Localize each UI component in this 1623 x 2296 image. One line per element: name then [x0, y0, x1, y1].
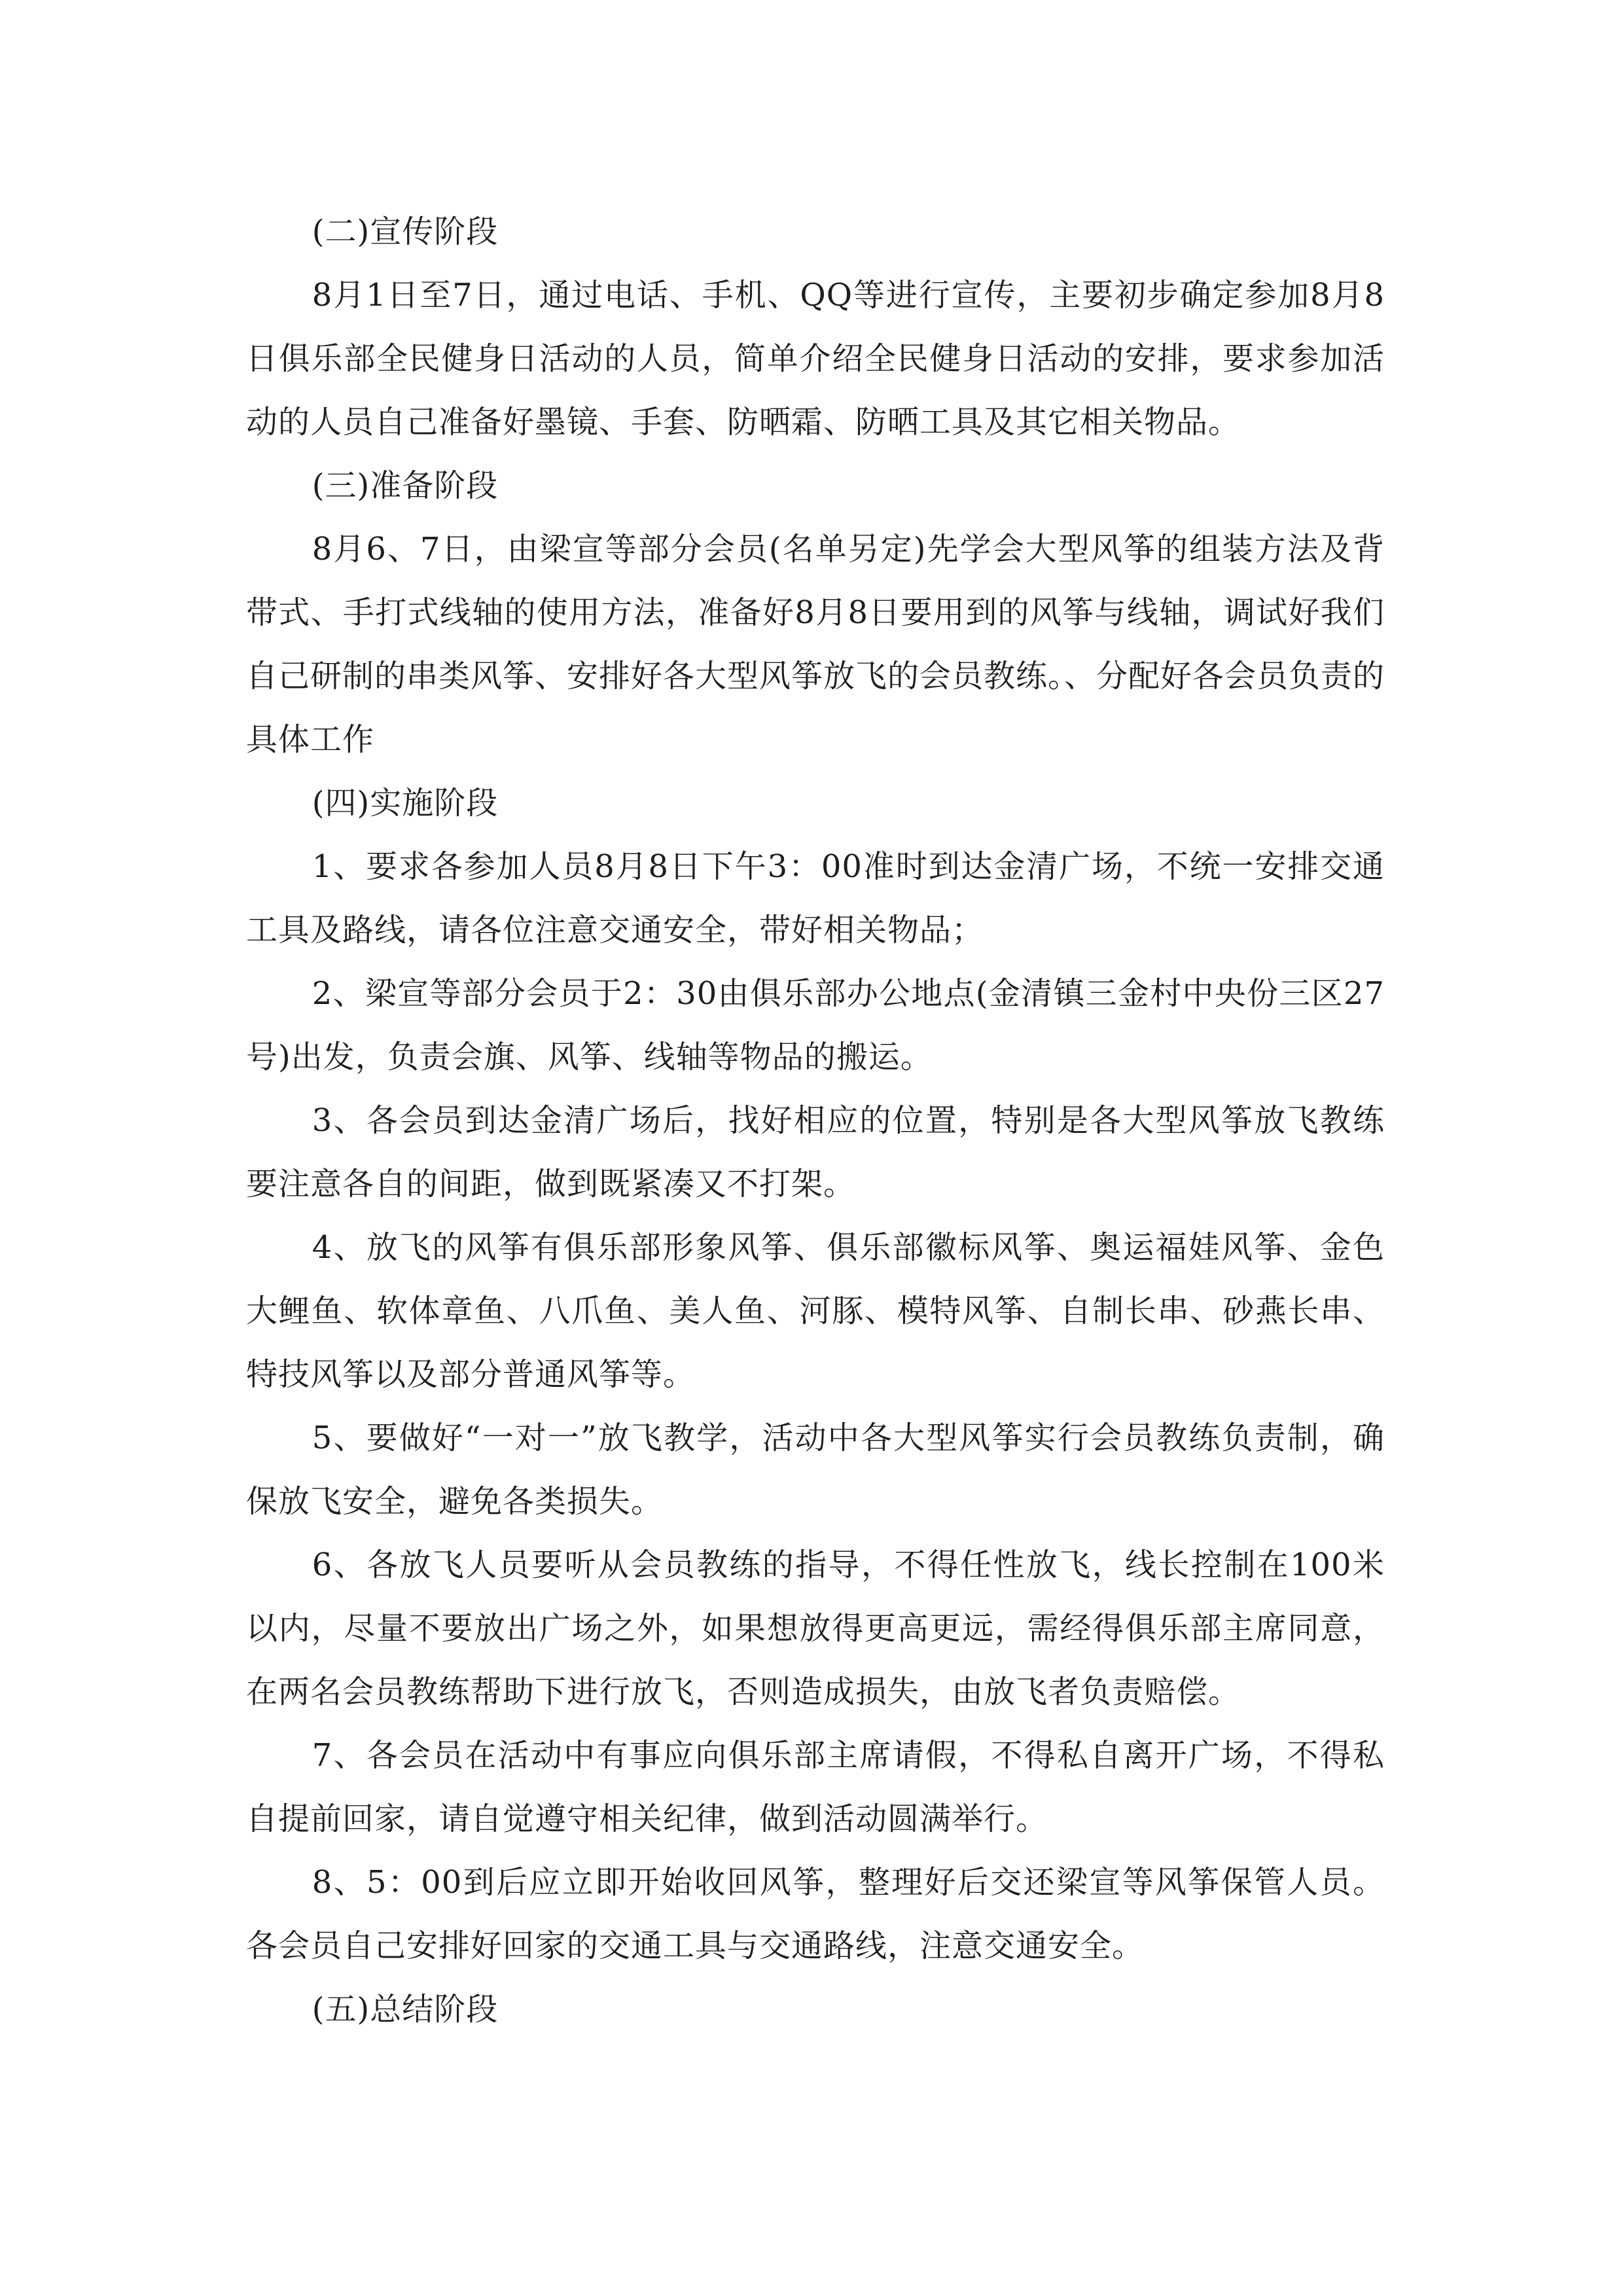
section-heading-publicity: (二)宣传阶段	[312, 213, 499, 250]
paragraph-publicity: 8月1日至7日，通过电话、手机、QQ等进行宣传，主要初步确定参加8月8日俱乐部全民健身日活动的人员，简单介绍全民健身日活动的安排，要求参加活动的人员自己准备好墨镜、手套、防晒霜、防晒工具及其它相关物品。	[246, 277, 1385, 440]
document-body	[246, 200, 1385, 2041]
list-item-2: 2、梁宣等部分会员于2：30由俱乐部办公地点(金清镇三金村中央份三区27号)出发，负责会旗、风筝、线轴等物品的搬运。	[246, 975, 1385, 1075]
list-item-7: 7、各会员在活动中有事应向俱乐部主席请假，不得私自离开广场，不得私自提前回家，请自觉遵守相关纪律，做到活动圆满举行。	[246, 1737, 1385, 1837]
list-item-1: 1、要求各参加人员8月8日下午3：00准时到达金清广场，不统一安排交通工具及路线，请各位注意交通安全，带好相关物品；	[246, 848, 1385, 948]
list-item-6: 6、各放飞人员要听从会员教练的指导，不得任性放飞，线长控制在100米以内，尽量不要放出广场之外，如果想放得更高更远，需经得俱乐部主席同意，在两名会员教练帮助下进行放飞，否则造成损失，由放飞者负责赔偿。	[246, 1547, 1385, 1710]
section-heading-preparation: (三)准备阶段	[312, 467, 499, 504]
list-item-5: 5、要做好“一对一”放飞教学，活动中各大型风筝实行会员教练负责制，确保放飞安全，避免各类损失。	[246, 1420, 1385, 1520]
paragraph-preparation: 8月6、7日，由梁宣等部分会员(名单另定)先学会大型风筝的组装方法及背带式、手打式线轴的使用方法，准备好8月8日要用到的风筝与线轴，调试好我们自己研制的串类风筝、安排好各大型风筝放飞的会员教练。、分配好各会员负责的具体工作	[246, 531, 1385, 758]
list-item-8: 8、5：00到后应立即开始收回风筝，整理好后交还梁宣等风筝保管人员。各会员自己安排好回家的交通工具与交通路线，注意交通安全。	[246, 1864, 1385, 1964]
section-heading-summary: (五)总结阶段	[312, 1991, 499, 2028]
section-heading-implementation: (四)实施阶段	[312, 785, 499, 821]
list-item-4: 4、放飞的风筝有俱乐部形象风筝、俱乐部徽标风筝、奥运福娃风筝、金色大鲤鱼、软体章鱼、八爪鱼、美人鱼、河豚、模特风筝、自制长串、砂燕长串、特技风筝以及部分普通风筝等。	[246, 1229, 1385, 1393]
list-item-3: 3、各会员到达金清广场后，找好相应的位置，特别是各大型风筝放飞教练要注意各自的间距，做到既紧凑又不打架。	[246, 1102, 1385, 1202]
